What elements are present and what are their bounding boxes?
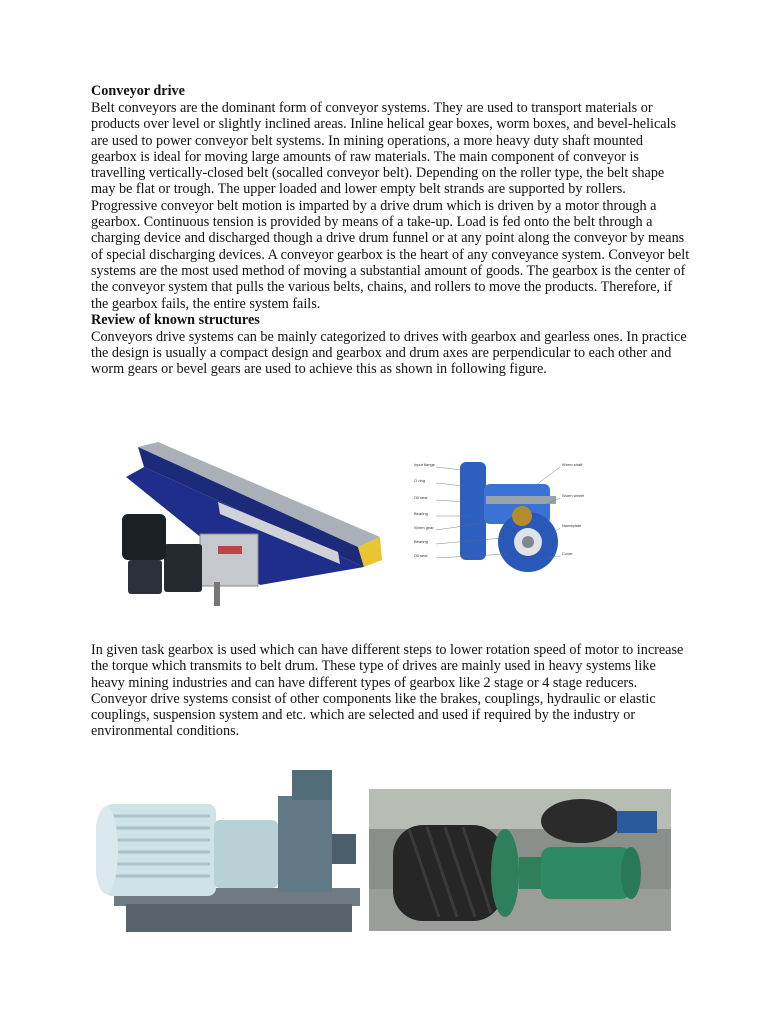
motorized-drum-image — [369, 789, 671, 931]
label-cover: Cover — [562, 551, 573, 556]
paragraph-review-known-structures: Conveyors drive systems can be mainly categorized to drives with gearbox and gearless ones. In practice the design is usually a compact design and gearbox and drum axes are perpendicular to each other and worm gears or bevel gears are used to achieve this as shown in following figure. — [91, 328, 687, 378]
label-oil-seal: Oil seal — [414, 495, 428, 500]
label-o-ring: O-ring — [414, 478, 426, 483]
belt-conveyor-image — [118, 442, 386, 610]
heading-review-known-structures: Review of known structures — [91, 311, 260, 328]
heading-conveyor-drive: Conveyor drive — [91, 83, 185, 99]
document-content-2 — [91, 642, 691, 740]
label-nameplate: Nameplate — [562, 523, 582, 528]
label-oil-seal-2: Oil seal — [414, 553, 428, 558]
label-worm-gear: Worm gear — [414, 525, 434, 530]
worm-gearbox-diagram — [412, 456, 642, 580]
paragraph-conveyor-drive: Belt conveyors are the dominant form of conveyor systems. They are used to transport materials or products over level or slightly inclined areas. Inline helical gear boxes, worm boxes, and bevel-helicals are used to power conveyor belt systems. In mining operations, a more heavy duty shaft mounted gearbox is ideal for moving large amounts of raw materials. The main component of conveyor is travelling vertically-closed belt (socalled conveyor belt). Depending on the roller type, the belt shape may be flat or trough. The upper loaded and lower empty belt strands are supported by rollers. Progressive conveyor belt motion is imparted by a drive drum which is driven by a motor through a gearbox. Continuous tension is provided by means of a take-up. Load is fed onto the belt through a charging device and discharged though a drive drum funnel or at any point along the conveyor by means of special discharging devices. A conveyor gearbox is the heart of any conveyance system. Conveyor belt systems are the most used method of moving a substantial amount of goods. The gearbox is the center of the conveyor system that pulls the various belts, chains, and rollers to move the products. Therefore, if the gearbox fails, the entire system fails. — [91, 100, 690, 312]
label-worm-wheel: Worm wheel — [562, 493, 585, 498]
paragraph-gearbox-task: In given task gearbox is used which can have different steps to lower rotation speed of motor to increase the torque which transmits to belt drum. These type of drives are mainly used in heavy systems like heavy mining industries and can have different types of gearbox like 2 stage or 4 stage reducers. Conveyor drive systems consist of other components like the brakes, couplings, hydraulic or elastic couplings, suspension system and etc. which are selected and used if required by the industry or environmental conditions. — [91, 642, 684, 740]
motor-gearbox-drive-image — [96, 768, 364, 934]
label-worm-shaft: Worm shaft — [562, 462, 583, 467]
label-bearing-2: Bearing — [414, 539, 428, 544]
label-bearing: Bearing — [414, 511, 428, 516]
label-input-flange: Input flange — [414, 462, 435, 467]
document-content — [91, 83, 691, 378]
